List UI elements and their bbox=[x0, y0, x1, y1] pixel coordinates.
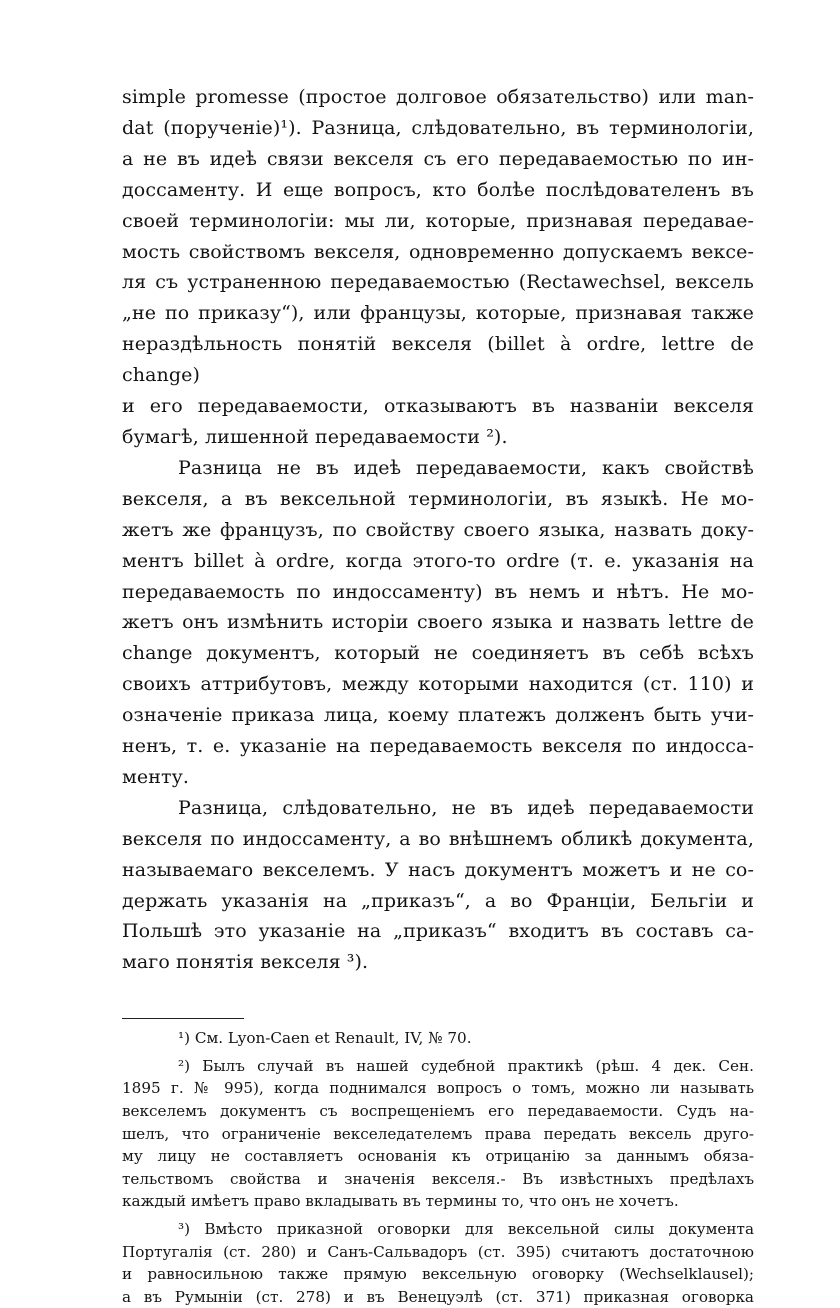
footnote-1: ¹) См. Lyon-Caen et Renault, IV, № 70. bbox=[178, 1029, 472, 1048]
text-line: change документъ, который не соединяетъ въ себѣ всѣхъ bbox=[122, 642, 754, 665]
text-line: и его передаваемости, отказываютъ въ названіи векселя bbox=[122, 395, 754, 418]
footnotes bbox=[122, 1027, 754, 1308]
text-line: ненъ, т. е. указаніе на передаваемость векселя по индосса- bbox=[122, 735, 754, 758]
footnote-2-line: 1895 г. № 995), когда поднимался вопросъ о томъ, можно ли называть bbox=[122, 1079, 754, 1098]
footnote-3-line: а въ Румыніи (ст. 278) и въ Венецуэлѣ (ст. 371) приказная оговорка bbox=[122, 1287, 754, 1306]
text-line: Разница не въ идеѣ передаваемости, какъ свойствѣ bbox=[178, 456, 754, 479]
text-line: маго понятія векселя ³). bbox=[122, 951, 369, 974]
text-line: передаваемость по индоссаменту) въ немъ и нѣтъ. Не мо- bbox=[122, 580, 754, 603]
text-line: нераздѣльность понятій векселя (billet à ordre, lettre de change) bbox=[122, 333, 754, 387]
footnote-2-line: ²) Былъ случай въ нашей судебной практикѣ (рѣш. 4 дек. Сен. bbox=[178, 1056, 754, 1075]
text-line: доссаменту. И еще вопросъ, кто болѣе послѣдователенъ въ bbox=[122, 178, 754, 201]
text-line: векселя по индоссаменту, а во внѣшнемъ обликѣ документа, bbox=[122, 827, 754, 850]
text-line: Разница, слѣдовательно, не въ идеѣ передаваемости bbox=[178, 796, 754, 819]
footnote-separator bbox=[122, 1018, 244, 1019]
footnote-2-line: му лицу не составляетъ основанія къ отрицанію за даннымъ обяза- bbox=[122, 1147, 754, 1166]
text-line: менту. bbox=[122, 765, 190, 788]
text-line: жетъ же французъ, по свойству своего языка, назвать доку- bbox=[122, 518, 754, 541]
footnote-2-line: каждый имѣетъ право вкладывать въ термины то, что онъ не хочетъ. bbox=[122, 1192, 679, 1211]
text-line: мость свойствомъ векселя, одновременно допускаемъ вексе- bbox=[122, 240, 754, 263]
text-line: векселя, а въ вексельной терминологіи, въ языкѣ. Не мо- bbox=[122, 487, 754, 510]
text-line: а не въ идеѣ связи векселя съ его передаваемостью по ин- bbox=[122, 147, 754, 170]
footnote-3-line: ³) Вмѣсто приказной оговорки для вексельной силы документа bbox=[178, 1220, 754, 1239]
text-line: Польшѣ это указаніе на „приказъ“ входитъ въ составъ са- bbox=[122, 920, 754, 943]
footnote-3-line: и равносильною также прямую вексельную оговорку (Wechselklausel); bbox=[122, 1265, 754, 1284]
footnote-2-line: шелъ, что ограниченіе векселедателемъ права передать вексель друго- bbox=[122, 1124, 754, 1143]
text-line: „не по приказу“), или французы, которые, признавая также bbox=[122, 302, 754, 325]
book-page bbox=[122, 82, 754, 1308]
text-line: ля съ устраненною передаваемостью (Rectawechsel, вексель bbox=[122, 271, 754, 294]
text-line: жетъ онъ измѣнить исторіи своего языка и назвать lettre de bbox=[122, 611, 754, 634]
text-line: держать указанія на „приказъ“, а во Франціи, Бельгіи и bbox=[122, 889, 754, 912]
footnote-3-line: Португалія (ст. 280) и Санъ-Сальвадоръ (ст. 395) считаютъ достаточною bbox=[122, 1242, 754, 1261]
text-line: своихъ аттрибутовъ, между которыми находится (ст. 110) и bbox=[122, 673, 754, 696]
text-line: ментъ billet à ordre, когда этого-то ordre (т. е. указанія на bbox=[122, 549, 754, 572]
text-line: simple promesse (простое долговое обязательство) или man- bbox=[122, 86, 754, 108]
text-line: бумагѣ, лишенной передаваемости ²). bbox=[122, 425, 508, 448]
text-line: означеніе приказа лица, коему платежъ долженъ быть учи- bbox=[122, 704, 754, 727]
text-line: своей терминологіи: мы ли, которые, признавая передавае- bbox=[122, 209, 754, 232]
text-line: называемаго векселемъ. У насъ документъ можетъ и не со- bbox=[122, 858, 754, 881]
main-text bbox=[122, 82, 754, 978]
text-line: dat (порученіе)¹). Разница, слѣдовательно, въ терминологіи, bbox=[122, 116, 754, 139]
footnote-2-line: тельствомъ свойства и значенія векселя.- Въ извѣстныхъ предѣлахъ bbox=[122, 1169, 754, 1188]
footnote-2-line: векселемъ документъ съ воспрещеніемъ его передаваемости. Судъ на- bbox=[122, 1102, 754, 1121]
